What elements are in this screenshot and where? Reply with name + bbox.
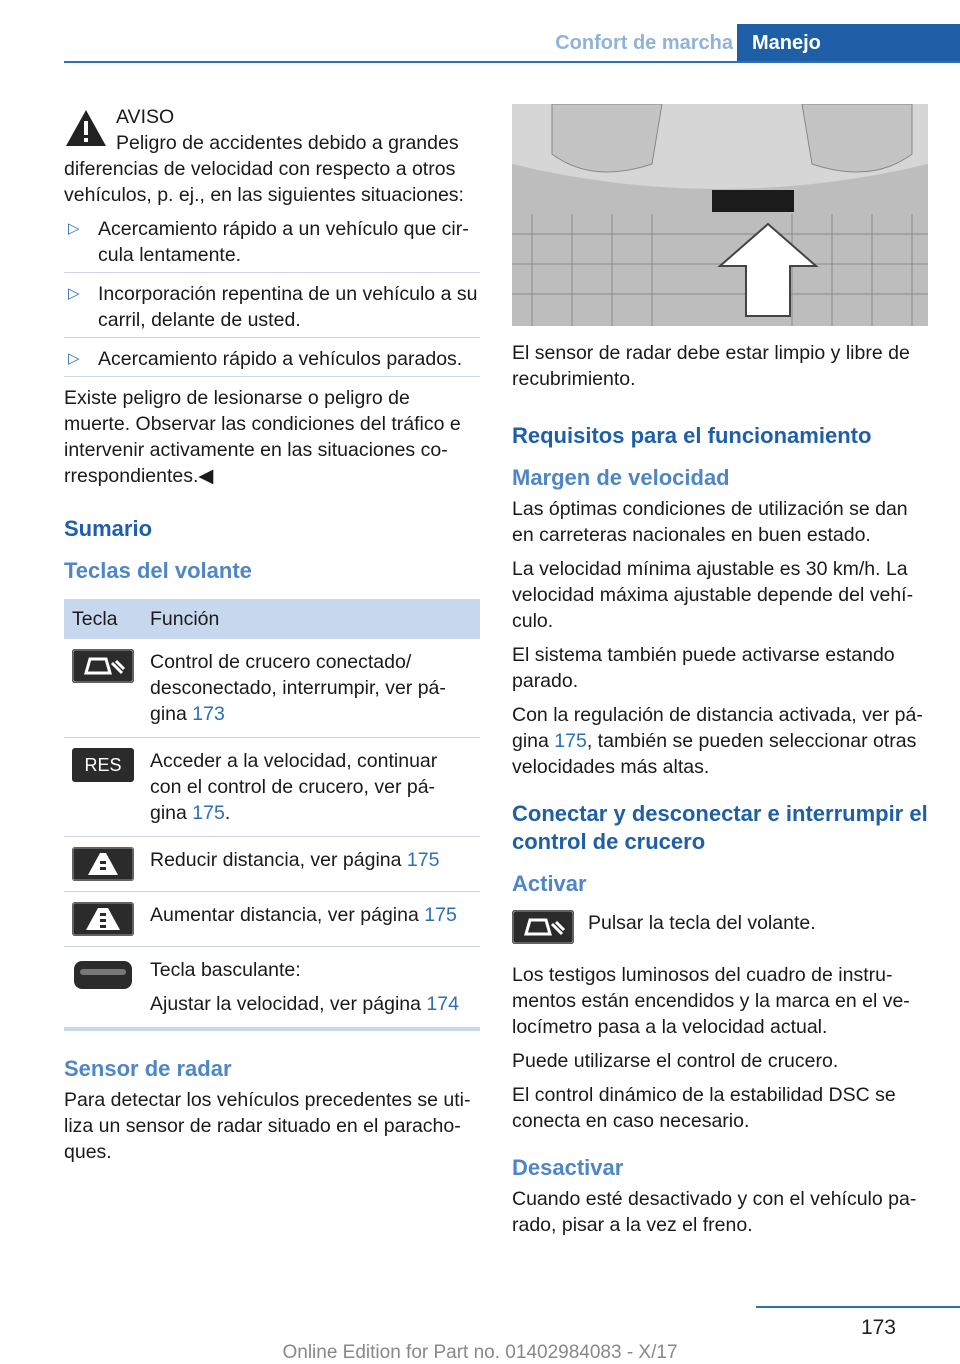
tab-confort-de-marcha[interactable]: Confort de marcha (555, 32, 733, 54)
heading-sensor-de-radar: Sensor de radar (64, 1056, 232, 1081)
paragraph: El sistema también puede activarse estando parado. (512, 644, 895, 692)
warning-bullet: ▷ Acercamiento rápido a un vehículo que cir‐ cula lentamente. (64, 216, 480, 273)
radar-text: Para detectar los vehículos precedentes se uti‐ liza un sensor de radar situado en el paracho‐ ques. (64, 1089, 471, 1163)
warning-title: AVISO (116, 106, 175, 128)
cruise-control-icon (72, 649, 134, 683)
heading-requisitos: Requisitos para el funcionamiento (512, 423, 872, 448)
res-icon: RES (72, 748, 134, 782)
paragraph: Puede utilizarse el control de crucero. (512, 1050, 839, 1072)
warning-block (64, 104, 480, 489)
bullet-triangle-icon: ▷ (68, 285, 80, 302)
page-link[interactable]: 175 (554, 730, 587, 752)
heading-conectar: Conectar y desconectar e interrumpir el control de crucero (512, 801, 928, 854)
cruise-control-icon (512, 910, 574, 944)
page-link[interactable]: 175 (424, 904, 457, 926)
right-column (512, 104, 928, 1246)
distance-increase-icon (72, 902, 134, 936)
page-link[interactable]: 175 (192, 802, 225, 824)
table-row: Control de crucero conectado/ desconectado, interrumpir, ver pá‐ gina 173 (64, 639, 480, 738)
table-row: RES Acceder a la velocidad, continuar con el control de crucero, ver pá‐ gina 175. (64, 738, 480, 837)
warning-bullet: ▷ Acercamiento rápido a vehículos parados. (64, 346, 480, 377)
rocker-switch-icon (72, 957, 134, 991)
radar-sensor-image (512, 104, 928, 326)
page-link[interactable]: 173 (192, 703, 225, 725)
left-column (64, 104, 480, 1173)
heading-sumario: Sumario (64, 516, 153, 541)
tab-manejo[interactable]: Manejo (737, 24, 960, 62)
bullet-triangle-icon: ▷ (68, 350, 80, 367)
edition-footer: Online Edition for Part no. 01402984083 - X/17 (282, 1342, 678, 1363)
page-number: 173 (860, 1316, 896, 1339)
page-link[interactable]: 175 (406, 849, 440, 871)
heading-teclas-del-volante: Teclas del volante (64, 558, 252, 583)
paragraph: La velocidad mínima ajustable es 30 km/h. La velocidad máxima ajustable depende del vehí‐ culo. (512, 558, 914, 632)
distance-reduce-icon (72, 847, 134, 881)
table-row: Aumentar distancia, ver página 175 (64, 892, 480, 947)
warning-closing: Existe peligro de lesionarse o peligro de muerte. Observar las condiciones del tráfico e intervenir activamente en las situaciones co‐ rrespondientes.◀ (64, 387, 461, 487)
activar-text: Pulsar la tecla del volante. (588, 912, 816, 934)
bullet-triangle-icon: ▷ (68, 220, 80, 237)
heading-margen-de-velocidad: Margen de velocidad (512, 465, 730, 490)
table-header-funcion: Función (142, 599, 480, 639)
warning-triangle-icon (64, 108, 108, 148)
warning-text: diferencias de velocidad con respecto a otros vehículos, p. ej., en las siguientes situaciones: (64, 158, 464, 206)
header-rule (64, 61, 960, 63)
paragraph: El control dinámico de la estabilidad DSC se conecta en caso necesario. (512, 1084, 896, 1132)
keys-table (64, 599, 480, 1031)
paragraph: Las óptimas condiciones de utilización se dan en carreteras nacionales en buen estado. (512, 498, 908, 546)
table-row: Tecla basculante: Ajustar la velocidad, ver página 174 (64, 947, 480, 1030)
heading-activar: Activar (512, 871, 587, 896)
table-header-tecla: Tecla (64, 599, 142, 639)
paragraph: Con la regulación de distancia activada, ver pá‐ gina 175, también se pueden seleccionar otras velocidades más altas. (512, 704, 923, 778)
warning-first-line: Peligro de accidentes debido a grandes (116, 132, 459, 154)
paragraph: Cuando esté desactivado y con el vehículo pa‐ rado, pisar a la vez el freno. (512, 1188, 917, 1236)
page-link[interactable]: 174 (426, 993, 459, 1015)
paragraph: Los testigos luminosos del cuadro de instru‐ mentos están encendidos y la marca en el ve‐ locímetro pasa a la velocidad actual. (512, 964, 910, 1038)
heading-desactivar: Desactivar (512, 1155, 624, 1180)
table-row: Reducir distancia, ver página 175 (64, 837, 480, 892)
radar-caption: El sensor de radar debe estar limpio y libre de recubrimiento. (512, 342, 910, 390)
footer-rule (756, 1306, 960, 1308)
warning-bullet: ▷ Incorporación repentina de un vehículo a su carril, delante de usted. (64, 281, 480, 338)
activar-row (512, 902, 928, 950)
